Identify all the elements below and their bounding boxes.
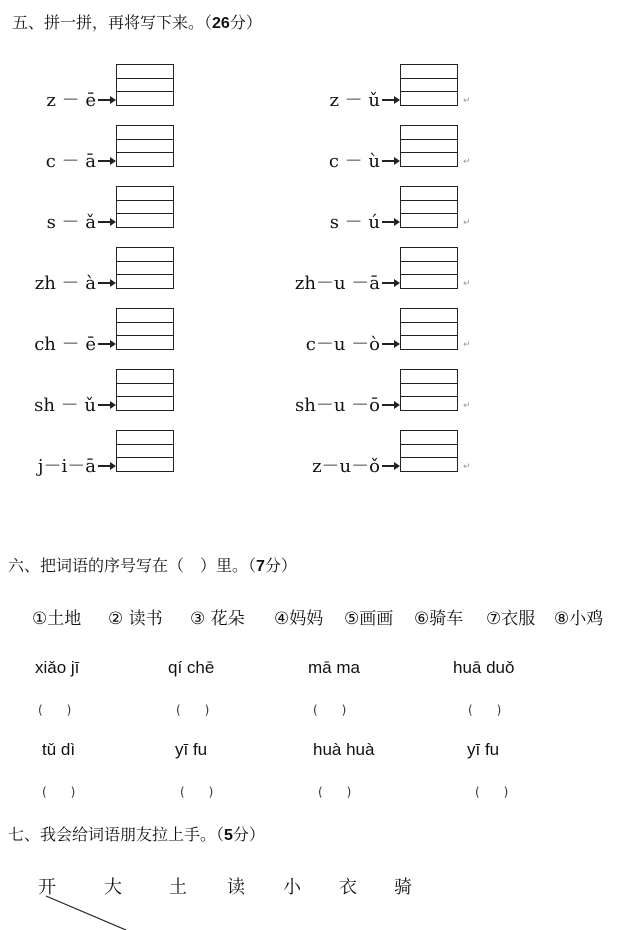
pinyin: mā ma — [308, 658, 360, 677]
answer-blank[interactable]: ( ) — [475, 785, 509, 799]
syllable-label: s － ǎ — [46, 212, 96, 233]
section5-title: 五、拼一拼，再将写下来。（26分） — [12, 13, 262, 32]
char: 读 — [227, 877, 245, 898]
syllable-label: c － ā — [45, 151, 96, 172]
syllable-label: sh － ǔ — [34, 395, 96, 416]
return-mark-icon: ↵ — [463, 401, 471, 411]
syllable-label: s － ú — [329, 212, 380, 233]
word-option: ⑧小鸡 — [554, 609, 604, 629]
word-option: ② 读书 — [108, 609, 163, 629]
return-mark-icon: ↵ — [463, 462, 471, 472]
return-mark-icon: ↵ — [463, 218, 471, 228]
section6-title: 六、把词语的序号写在（ ）里。（7分） — [8, 556, 297, 575]
syllable-label: sh－u －ō — [295, 395, 380, 416]
answer-blank[interactable]: ( ) — [468, 703, 502, 717]
pinyin: yī fu — [467, 740, 500, 759]
section7-title: 七、我会给词语朋友拉上手。（5分） — [8, 825, 265, 844]
syllable-label: j－i－ā — [37, 456, 96, 477]
char: 大 — [104, 877, 122, 898]
word-option: ⑤画画 — [344, 609, 394, 629]
char: 开 — [38, 877, 56, 898]
word-option: ④妈妈 — [274, 609, 324, 629]
answer-blank[interactable]: ( ) — [180, 785, 214, 799]
syllable-label: zh － à — [34, 273, 96, 294]
syllable-label: ch － ē — [34, 334, 96, 355]
char: 小 — [283, 877, 301, 898]
word-option: ③ 花朵 — [190, 609, 245, 629]
answer-blank[interactable]: ( ) — [38, 703, 72, 717]
pinyin: tǔ dì — [42, 740, 76, 759]
char: 骑 — [394, 877, 412, 898]
syllable-label: c－u －ò — [305, 334, 380, 355]
word-option: ⑦衣服 — [486, 609, 536, 629]
syllable-label: z－u－ǒ — [312, 456, 380, 477]
pinyin: huā duǒ — [453, 658, 515, 677]
return-mark-icon: ↵ — [463, 340, 471, 350]
syllable-label: zh－u －ā — [294, 273, 380, 294]
word-option: ①土地 — [32, 609, 82, 629]
pinyin: xiǎo jī — [35, 658, 80, 677]
answer-blank[interactable]: ( ) — [176, 703, 210, 717]
syllable-label: z － ē — [46, 90, 96, 111]
pinyin: huà huà — [313, 740, 375, 759]
char: 衣 — [339, 877, 357, 898]
char: 土 — [169, 877, 187, 898]
return-mark-icon: ↵ — [463, 279, 471, 289]
answer-blank[interactable]: ( ) — [42, 785, 76, 799]
syllable-label: c － ù — [328, 151, 380, 172]
return-mark-icon: ↵ — [463, 96, 471, 106]
pinyin: qí chē — [168, 658, 215, 677]
syllable-label: z － ǔ — [329, 90, 380, 111]
return-mark-icon: ↵ — [463, 157, 471, 167]
answer-blank[interactable]: ( ) — [313, 703, 347, 717]
word-option: ⑥骑车 — [414, 609, 464, 629]
answer-blank[interactable]: ( ) — [318, 785, 352, 799]
pinyin: yī fu — [175, 740, 208, 759]
